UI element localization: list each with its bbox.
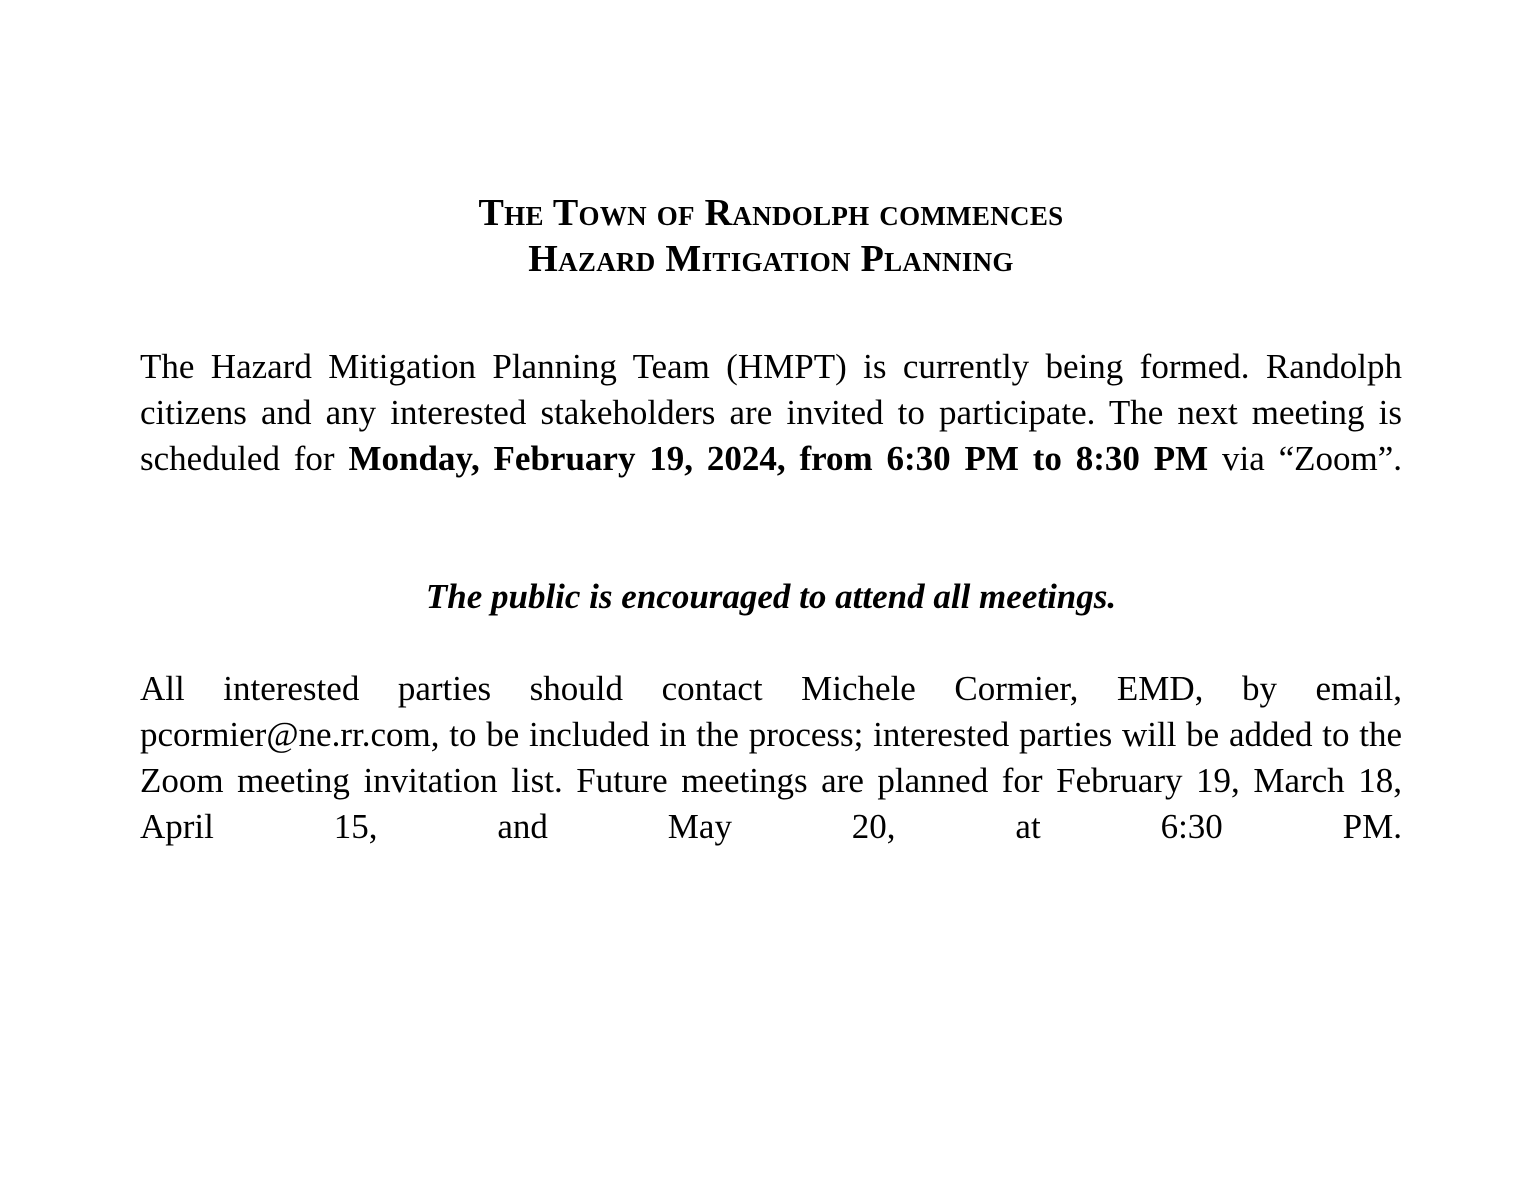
public-attendance-callout: The public is encouraged to attend all meetings. xyxy=(425,577,1117,616)
title-line-2: Hazard Mitigation Planning xyxy=(528,238,1014,280)
paragraph-announcement-outro: via “Zoom”. xyxy=(1208,439,1402,478)
paragraph-contact xyxy=(140,666,1402,896)
document-content xyxy=(140,190,1402,896)
paragraph-contact-intro: All interested parties should contact Michele Cormier, EMD, by email, xyxy=(140,669,1402,708)
contact-email-address: pcormier@ne.rr.com xyxy=(140,715,431,754)
document-title xyxy=(140,190,1402,282)
paragraph-spacer-2 xyxy=(140,620,1402,666)
paragraph-announcement xyxy=(140,344,1402,528)
paragraph-announcement-intro: The Hazard Mitigation Planning Team (HMPT) is currently being formed. Randolph citizens and any interested stakeholders are invited to participate. The next meeting is scheduled for xyxy=(140,347,1402,478)
title-line-1: The Town of Randolph commences xyxy=(478,192,1064,234)
paragraph-spacer-1 xyxy=(140,528,1402,574)
paragraph-contact-outro: , to be included in the process; interested parties will be added to the Zoom meeting invitation list. Future meetings are planned for February 19, March 18, April 15, and May 20, at 6:30 PM. xyxy=(140,715,1402,846)
next-meeting-datetime: Monday, February 19, 2024, from 6:30 PM to 8:30 PM xyxy=(348,439,1209,478)
